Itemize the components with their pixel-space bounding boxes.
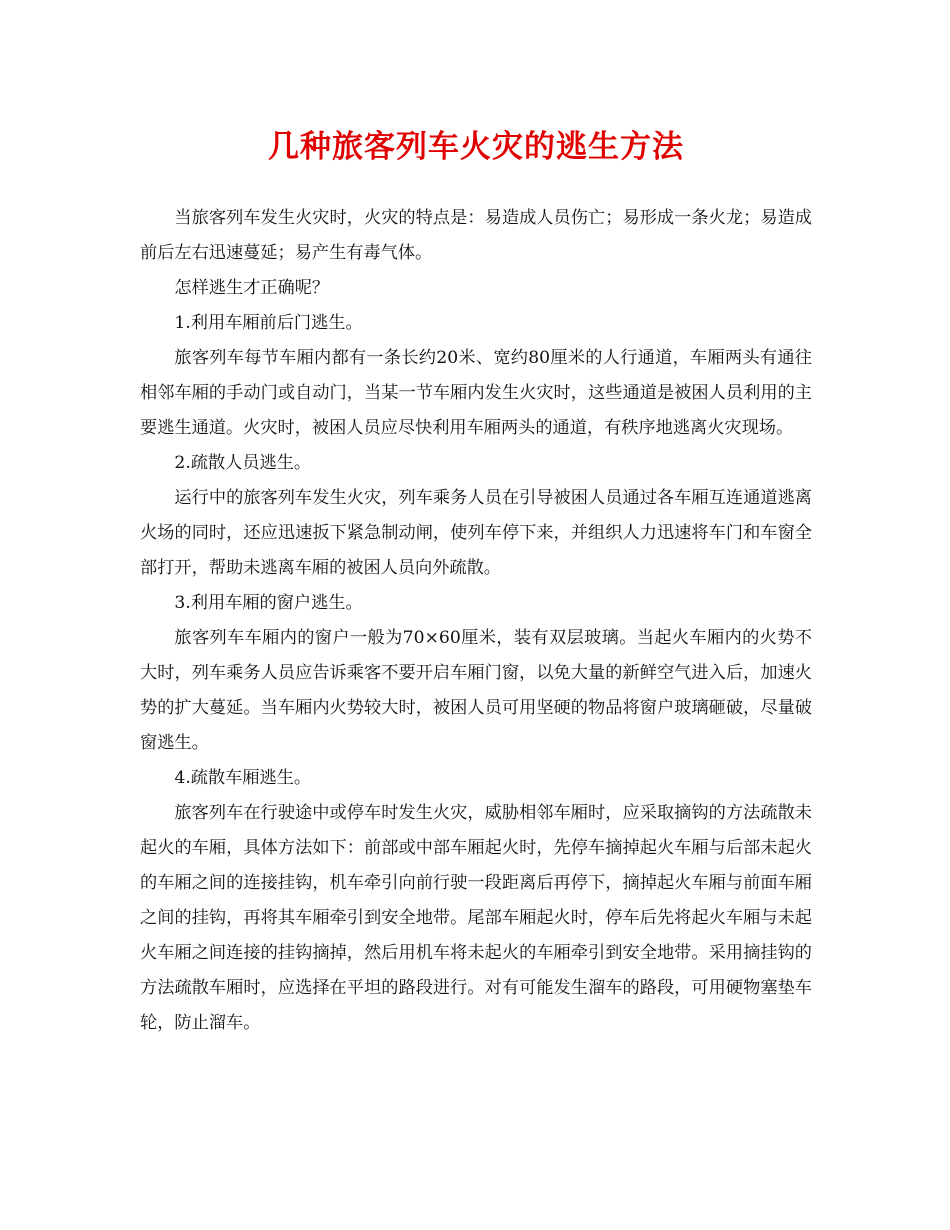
section-heading-3: 3.利用车厢的窗户逃生。 [174, 593, 363, 613]
document-page [140, 0, 812, 1230]
document-title: 几种旅客列车火灾的逃生方法 [268, 129, 684, 165]
document-body [140, 201, 812, 1041]
section-body-4: 旅客列车在行驶途中或停车时发生火灾，威胁相邻车厢时，应采取摘钩的方法疏散未起火的车厢，具体方法如下：前部或中部车厢起火时，先停车摘掉起火车厢与后部未起火的车厢之间的连接挂钩，机车牵引向前行驶一段距离后再停下，摘掉起火车厢与前面车厢之间的挂钩，再将其车厢牵引到安全地带。尾部车厢起火时，停车后先将起火车厢与未起火车厢之间连接的挂钩摘掉，然后用机车将未起火的车厢牵引到安全地带。采用摘挂钩的方法疏散车厢时，应选择在平坦的路段进行。对有可能发生溜车的路段，可用硬物塞垫车轮，防止溜车。 [140, 803, 812, 1033]
section-body-1: 旅客列车每节车厢内都有一条长约20米、宽约80厘米的人行通道，车厢两头有通往相邻车厢的手动门或自动门，当某一节车厢内发生火灾时，这些通道是被困人员利用的主要逃生通道。火灾时，被困人员应尽快利用车厢两头的通道，有秩序地逃离火灾现场。 [140, 348, 812, 438]
question-paragraph: 怎样逃生才正确呢？ [174, 278, 330, 298]
section-body-3: 旅客列车车厢内的窗户一般为70×60厘米，装有双层玻璃。当起火车厢内的火势不大时，列车乘务人员应告诉乘客不要开启车厢门窗，以免大量的新鲜空气进入后，加速火势的扩大蔓延。当车厢内火势较大时，被困人员可用坚硬的物品将窗户玻璃砸破，尽量破窗逃生。 [140, 628, 812, 753]
section-body-2: 运行中的旅客列车发生火灾，列车乘务人员在引导被困人员通过各车厢互连通道逃离火场的同时，还应迅速扳下紧急制动闸，使列车停下来，并组织人力迅速将车门和车窗全部打开，帮助未逃离车厢的被困人员向外疏散。 [140, 488, 812, 578]
intro-paragraph: 当旅客列车发生火灾时，火灾的特点是：易造成人员伤亡；易形成一条火龙；易造成前后左右迅速蔓延；易产生有毒气体。 [140, 208, 812, 263]
section-heading-2: 2.疏散人员逃生。 [174, 453, 312, 473]
section-heading-1: 1.利用车厢前后门逃生。 [174, 313, 363, 333]
section-heading-4: 4.疏散车厢逃生。 [174, 768, 312, 788]
